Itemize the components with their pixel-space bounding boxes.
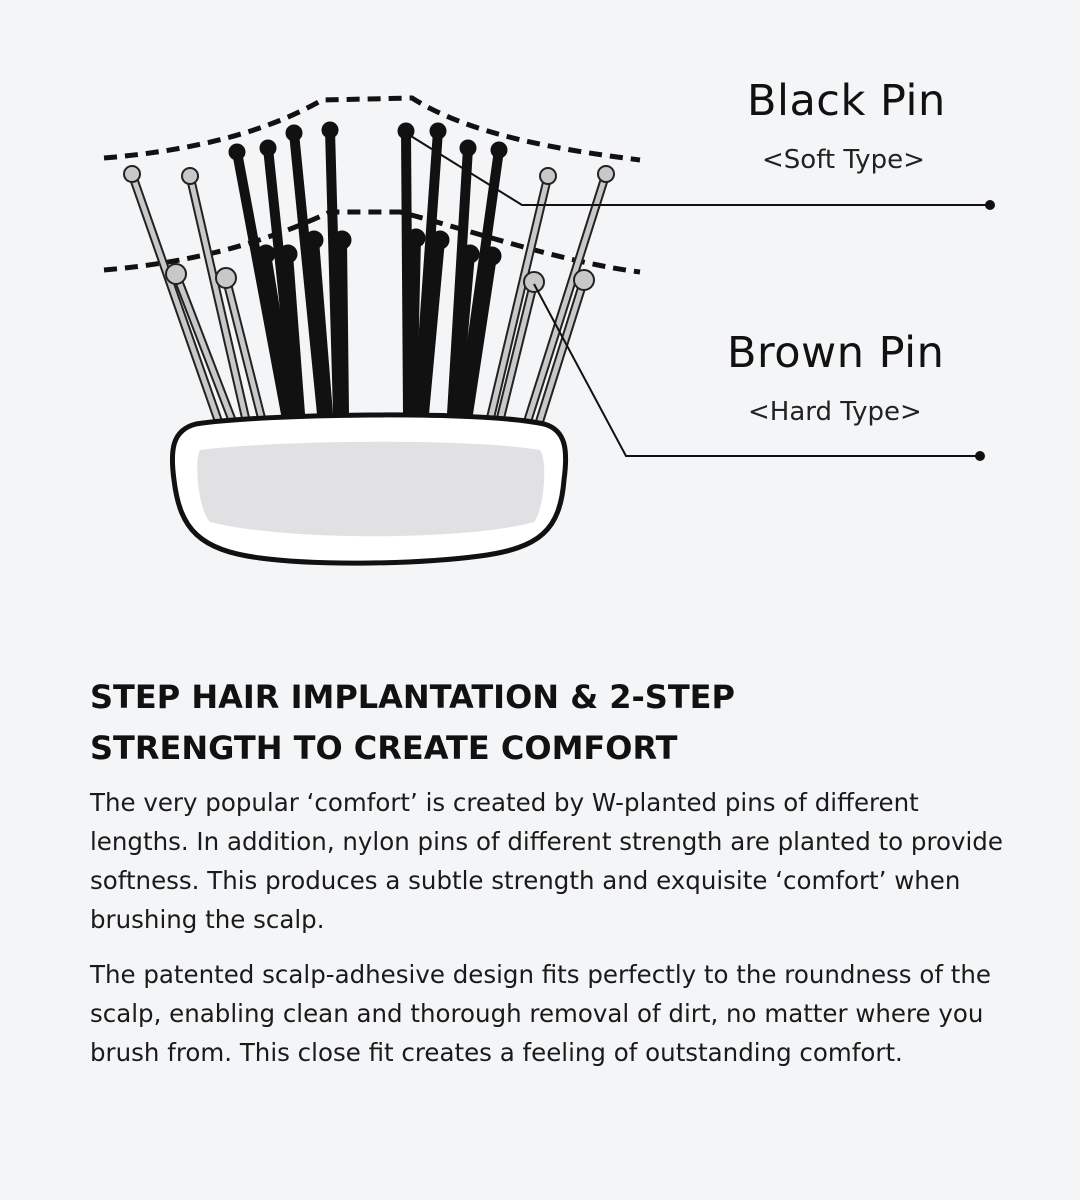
lower-dashed-guide (104, 212, 640, 272)
brown-pins-left (124, 166, 262, 420)
brown-pin-leader-dot (975, 451, 985, 461)
headline-line-2: STRENGTH TO CREATE COMFORT (90, 729, 678, 767)
section-headline (90, 672, 990, 774)
black-pin-type-label: <Soft Type> (762, 145, 925, 175)
brown-pin-label: Brown Pin (727, 328, 945, 378)
brush-base (172, 415, 565, 563)
headline-line-1: STEP HAIR IMPLANTATION & 2-STEP (90, 678, 735, 716)
paragraph-comfort: The very popular ‘comfort’ is created by W-planted pins of different lengths. In addition, nylon pins of different strength are planted to provide softness. This produces a subtle strength and exquisite ‘comfort’ when brushing the scalp. (90, 788, 1003, 934)
upper-dashed-guide (104, 98, 640, 160)
paragraph-scalp-fit: The patented scalp-adhesive design fits perfectly to the roundness of the scalp, enabling clean and thorough removal of dirt, no matter where you brush from. This close fit creates a feeling of outstanding comfort. (90, 960, 991, 1067)
black-pin-leader-dot (985, 200, 995, 210)
brown-pin-type-label: <Hard Type> (748, 397, 922, 427)
black-pins-right (398, 123, 507, 414)
black-pin-label: Black Pin (747, 76, 946, 126)
